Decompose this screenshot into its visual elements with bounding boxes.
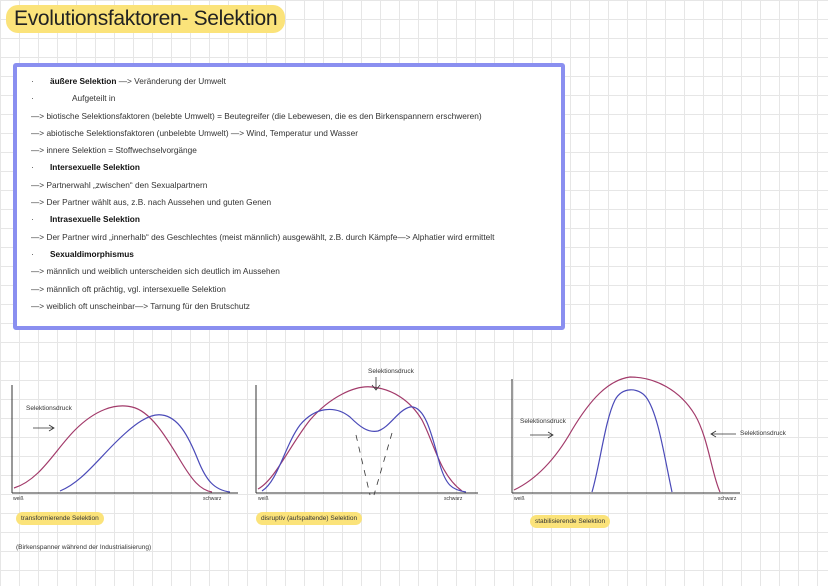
graph2-curve-after (262, 407, 466, 492)
page-title: Evolutionsfaktoren- Selektion (6, 5, 285, 33)
graph3-curve-before (514, 377, 720, 492)
graph1-pressure-label: Selektionsdruck (26, 405, 72, 412)
graph2-split-lines (356, 433, 392, 495)
notes-box (13, 63, 565, 330)
note-line-1: · äußere Selektion —> Veränderung der Umwelt (31, 76, 226, 86)
note-line-7: —> Partnerwahl „zwischen“ den Sexualpartnern (31, 179, 208, 190)
graph1-caption: transformierende Selektion (16, 512, 104, 525)
selection-graphs (0, 355, 828, 515)
graph-disruptiv (256, 377, 478, 495)
graph3-pressure-label-right: Selektionsdruck (740, 430, 786, 437)
note-line-6: · Intersexuelle Selektion (31, 162, 140, 173)
graph2-curve-before (258, 387, 462, 491)
note-line-14: —> weiblich oft unscheinbar—> Tarnung für den Brutschutz (31, 300, 250, 311)
graph2-x-right-label: schwarz (444, 496, 463, 502)
note-line-3: —> biotische Selektionsfaktoren (belebte Umwelt) = Beutegreifer (die Lebewesen, die es den Birkenspannern erschweren) (31, 110, 482, 121)
graph1-footnote: (Birkenspanner während der Industrialisierung) (16, 544, 152, 551)
graph1-curve-after (60, 415, 230, 492)
graph2-pressure-label: Selektionsdruck (368, 368, 414, 375)
note-line-9: · Intrasexuelle Selektion (31, 214, 140, 225)
graph1-arrow-icon (33, 425, 54, 431)
note-line-13: —> männlich oft prächtig, vgl. intersexuelle Selektion (31, 283, 226, 294)
graph1-curve-before (14, 406, 212, 492)
note-line-8: —> Der Partner wählt aus, z.B. nach Aussehen und guten Genen (31, 197, 272, 208)
note-line-2: · Aufgeteilt in (31, 93, 116, 104)
graph2-caption: disruptiv (aufspaltende) Selektion (256, 512, 362, 525)
note-line-11: · Sexualdimorphismus (31, 248, 134, 259)
graph3-arrow-left-icon (530, 432, 553, 438)
graph3-x-left-label: weiß (514, 496, 525, 502)
graph3-caption: stabilisierende Selektion (530, 515, 610, 528)
graph3-pressure-label-left: Selektionsdruck (520, 418, 566, 425)
note-line-4: —> abiotische Selektionsfaktoren (unbelebte Umwelt) —> Wind, Temperatur und Wasser (31, 127, 358, 138)
note-line-12: —> männlich und weiblich unterscheiden sich deutlich im Aussehen (31, 266, 280, 277)
graph3-curve-after (592, 390, 672, 492)
graph-stabilisierend (512, 377, 740, 493)
note-line-10: —> Der Partner wird „innerhalb“ des Geschlechtes (meist männlich) ausgewählt, z.B. durch Kämpfe—> Alphatier wird ermittelt (31, 231, 495, 242)
graph3-arrow-right-icon (711, 431, 736, 437)
graph1-x-right-label: schwarz (203, 496, 222, 502)
note-line-5: —> innere Selektion = Stoffwechselvorgänge (31, 145, 197, 156)
graph-transformierend (12, 385, 238, 493)
graph3-x-right-label: schwarz (718, 496, 737, 502)
graph1-x-left-label: weiß (13, 496, 24, 502)
graph2-x-left-label: weiß (258, 496, 269, 502)
